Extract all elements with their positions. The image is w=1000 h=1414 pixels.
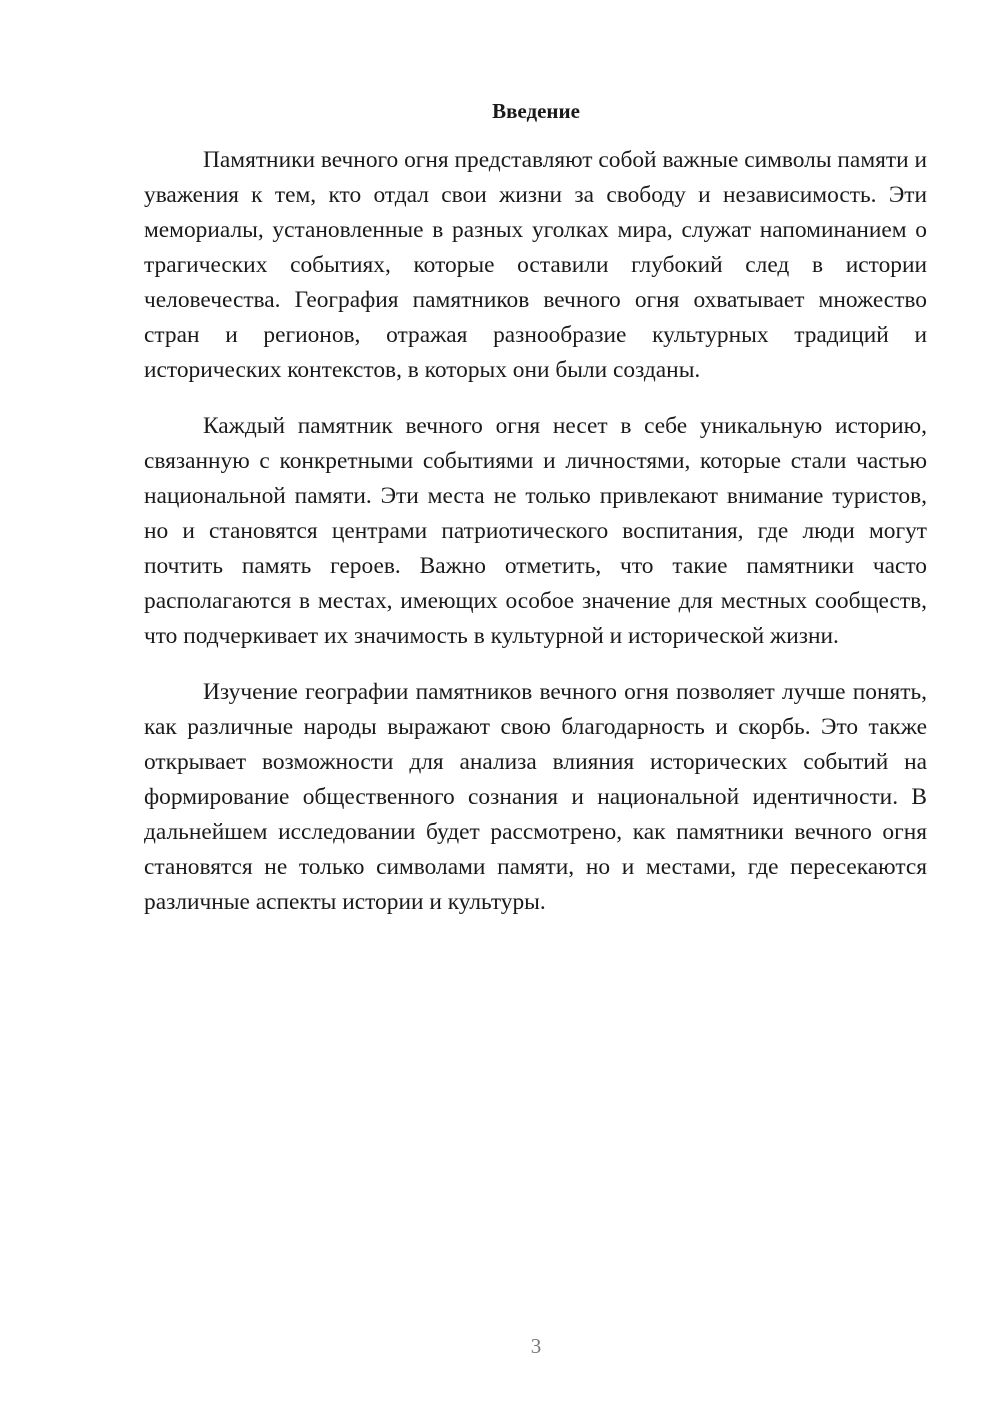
paragraph-2: Каждый памятник вечного огня несет в себе уникальную историю, связанную с конкретными событиями и личностями, которые стали частью национальной памяти. Эти места не только привлекают внимание туристов, но и становятся центрами патриотического воспитания, где люди могут почтить память героев. Важно отметить, что такие памятники часто располагаются в местах, имеющих особое значение для местных сообществ, что подчеркивает их значимость в культурной и исторической жизни. xyxy=(144,413,927,649)
section-title: Введение xyxy=(492,99,580,123)
paragraph-3: Изучение географии памятников вечного огня позволяет лучше понять, как различные народы выражают свою благодарность и скорбь. Это также открывает возможности для анализа влияния исторических событий на формирование общественного сознания и национальной идентичности. В дальнейшем исследовании будет рассмотрено, как памятники вечного огня становятся не только символами памяти, но и местами, где пересекаются различные аспекты истории и культуры. xyxy=(144,679,927,915)
page-number: 3 xyxy=(530,1334,542,1358)
paragraph-1: Памятники вечного огня представляют собой важные символы памяти и уважения к тем, кто отдал свои жизни за свободу и независимость. Эти мемориалы, установленные в разных уголках мира, служат напоминанием о трагических событиях, которые оставили глубокий след в истории человечества. География памятников вечного огня охватывает множество стран и регионов, отражая разнообразие культурных традиций и исторических контекстов, в которых они были созданы. xyxy=(144,147,927,383)
body-text xyxy=(144,143,927,941)
